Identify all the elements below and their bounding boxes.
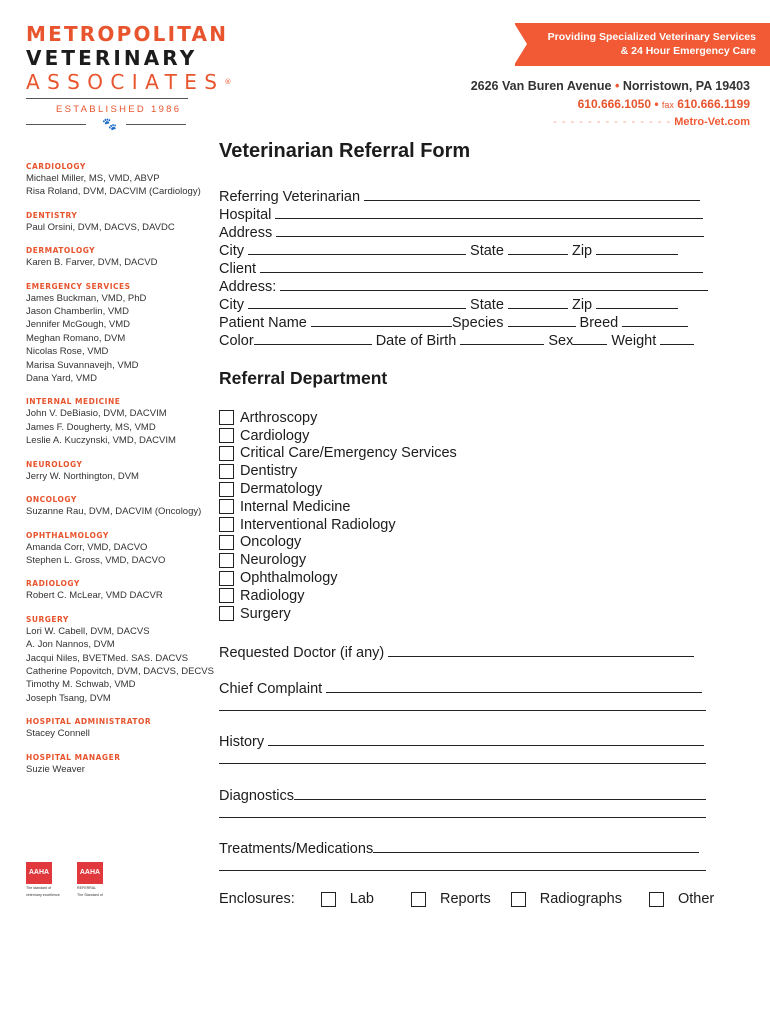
state-field-2[interactable] <box>508 295 568 309</box>
directory-section <box>26 717 216 740</box>
staff-name: Paul Orsini, DVM, DACVS, DAVDC <box>26 221 175 233</box>
department-option <box>219 409 457 427</box>
department-label: Arthroscopy <box>240 409 318 426</box>
treatments-field[interactable] <box>373 839 699 853</box>
department-label: Dermatology <box>240 481 323 498</box>
department-heading: DERMATOLOGY <box>26 246 96 256</box>
department-heading: OPHTHALMOLOGY <box>26 530 109 540</box>
staff-name: Suzanne Rau, DVM, DACVIM (Oncology) <box>26 506 202 518</box>
department-option <box>219 427 457 445</box>
requested-doctor-row: Requested Doctor (if any) <box>219 643 694 661</box>
directory-section <box>26 211 216 234</box>
department-heading: HOSPITAL ADMINISTRATOR <box>26 717 152 727</box>
website[interactable]: - - - - - - - - - - - - - - Metro-Vet.com <box>553 116 750 128</box>
color-field[interactable] <box>254 331 372 345</box>
patient-row: Patient Name Species Breed <box>219 313 688 331</box>
department-option <box>219 534 457 552</box>
banner-line-1: Providing Specialized Veterinary Services <box>547 31 756 43</box>
department-heading: ONCOLOGY <box>26 495 77 505</box>
address-row: Address <box>219 223 704 241</box>
city-field-2[interactable] <box>248 295 466 309</box>
dob-field[interactable] <box>460 331 544 345</box>
aaha-badge: AAHA The standard of veterinary excellence <box>26 862 52 902</box>
department-option <box>219 498 457 516</box>
department-option <box>219 516 457 534</box>
staff-name: Robert C. McLear, VMD DACVR <box>26 590 163 602</box>
chief-complaint-line-2 <box>219 697 706 715</box>
enclosures-row <box>219 891 714 907</box>
address: 2626 Van Buren Avenue • Norristown, PA 19403 <box>470 79 750 93</box>
department-option <box>219 605 457 623</box>
radiographs-label: Radiographs <box>539 891 622 907</box>
department-option <box>219 569 457 587</box>
staff-name: James F. Dougherty, MS, VMD <box>26 421 156 433</box>
sex-field[interactable] <box>573 331 607 345</box>
department-label: Neurology <box>240 552 307 569</box>
form-title: Veterinarian Referral Form <box>219 140 471 162</box>
species-field[interactable] <box>508 313 576 327</box>
staff-name: A. Jon Nannos, DVM <box>26 639 115 651</box>
zip-field-2[interactable] <box>596 295 678 309</box>
department-label: Oncology <box>240 534 302 551</box>
staff-name: Suzie Weaver <box>26 763 85 775</box>
staff-name: Marisa Suvannavejh, VMD <box>26 359 139 371</box>
directory-section <box>26 460 216 483</box>
diagnostics-field[interactable] <box>294 786 706 800</box>
history-field[interactable] <box>268 732 704 746</box>
diagnostics-row: Diagnostics <box>219 786 706 804</box>
staff-name: Leslie A. Kuczynski, VMD, DACVIM <box>26 435 176 447</box>
aaha-referral-badge: AAHA REFERRAL The Standard of <box>77 862 103 902</box>
client-field[interactable] <box>260 259 703 273</box>
department-label: Dentistry <box>240 463 298 480</box>
reports-checkbox[interactable] <box>411 892 426 907</box>
breed-field[interactable] <box>622 313 688 327</box>
department-label: Surgery <box>240 605 291 622</box>
staff-name: Stephen L. Gross, VMD, DACVO <box>26 554 166 566</box>
reports-label: Reports <box>439 891 491 907</box>
department-option <box>219 551 457 569</box>
staff-name: Jason Chamberlin, VMD <box>26 306 129 318</box>
history-row: History <box>219 732 704 750</box>
logo-line-1: METROPOLITAN <box>26 22 229 46</box>
staff-name: Dana Yard, VMD <box>26 373 97 385</box>
established-label: ESTABLISHED 1986 <box>56 104 182 115</box>
department-heading: NEUROLOGY <box>26 459 83 469</box>
state-field[interactable] <box>508 241 568 255</box>
chief-complaint-field-2[interactable] <box>219 697 706 711</box>
department-checkbox[interactable] <box>219 553 234 568</box>
city-row: City State Zip <box>219 241 678 259</box>
directory-section <box>26 162 216 199</box>
services-banner <box>515 23 770 66</box>
staff-name: Michael Miller, MS, VMD, ABVP <box>26 173 160 184</box>
lab-checkbox[interactable] <box>321 892 336 907</box>
staff-name: Catherine Popovitch, DVM, DACVS, DECVS <box>26 665 214 677</box>
client-row: Client <box>219 259 703 277</box>
phone-number: 610.666.1050 <box>577 97 651 111</box>
department-label: Cardiology <box>240 427 310 444</box>
directory-section <box>26 753 216 776</box>
staff-name: James Buckman, VMD, PhD <box>26 292 147 304</box>
staff-name: Nicolas Rose, VMD <box>26 346 109 358</box>
city-field[interactable] <box>248 241 466 255</box>
staff-name: Jerry W. Northington, DVM <box>26 470 139 482</box>
department-heading: INTERNAL MEDICINE <box>26 397 121 407</box>
treatments-line-2 <box>219 857 706 875</box>
staff-name: Timothy M. Schwab, VMD <box>26 679 136 691</box>
department-label: Critical Care/Emergency Services <box>240 445 457 462</box>
department-heading: EMERGENCY SERVICES <box>26 281 131 291</box>
hospital-field[interactable] <box>275 205 703 219</box>
history-field-2[interactable] <box>219 750 706 764</box>
logo-line-3: ASSOCIATES® <box>26 70 232 94</box>
other-label: Other <box>677 891 715 907</box>
department-heading: SURGERY <box>26 614 69 624</box>
fax-number: 610.666.1199 <box>677 97 750 111</box>
referring-vet-field[interactable] <box>364 187 700 201</box>
other-checkbox[interactable] <box>649 892 664 907</box>
history-line-2 <box>219 750 706 768</box>
referral-department-title: Referral Department <box>219 368 388 388</box>
paw-icon: 🐾 <box>102 117 117 131</box>
phone-numbers: 610.666.1050 • fax 610.666.1199 <box>577 97 750 111</box>
department-heading: HOSPITAL MANAGER <box>26 752 121 762</box>
department-checkbox[interactable] <box>219 410 234 425</box>
directory-section <box>26 579 216 602</box>
patient-name-field[interactable] <box>311 313 452 327</box>
department-checklist <box>219 409 457 623</box>
directory-section <box>26 531 216 568</box>
directory-section <box>26 615 216 705</box>
logo-line-2: VETERINARY <box>26 46 198 70</box>
department-heading: CARDIOLOGY <box>26 162 86 171</box>
paw-divider <box>26 117 191 133</box>
zip-field[interactable] <box>596 241 678 255</box>
logo-divider <box>26 98 188 99</box>
staff-name: Risa Roland, DVM, DACVIM (Cardiology) <box>26 186 201 198</box>
lab-label: Lab <box>349 891 374 907</box>
hospital-row: Hospital <box>219 205 703 223</box>
department-checkbox[interactable] <box>219 499 234 514</box>
banner-line-2: & 24 Hour Emergency Care <box>620 45 756 57</box>
department-heading: DENTISTRY <box>26 210 78 220</box>
department-checkbox[interactable] <box>219 606 234 621</box>
directory-section <box>26 282 216 386</box>
department-option <box>219 445 457 463</box>
department-checkbox[interactable] <box>219 482 234 497</box>
staff-directory <box>26 162 216 788</box>
department-checkbox[interactable] <box>219 428 234 443</box>
department-label: Interventional Radiology <box>240 516 396 533</box>
directory-section <box>26 495 216 518</box>
staff-name: Stacey Connell <box>26 728 90 740</box>
staff-name: Jacqui Niles, BVETMed. SAS. DACVS <box>26 652 189 664</box>
fax-label: fax <box>661 100 674 110</box>
directory-section <box>26 397 216 447</box>
address-field[interactable] <box>276 223 704 237</box>
diagnostics-line-2 <box>219 804 706 822</box>
staff-name: Meghan Romano, DVM <box>26 332 126 344</box>
client-address-field[interactable] <box>280 277 708 291</box>
enclosures-label: Enclosures: <box>219 891 295 907</box>
color-row: Color Date of Birth Sex Weight <box>219 331 694 349</box>
weight-field[interactable] <box>660 331 694 345</box>
department-checkbox[interactable] <box>219 446 234 461</box>
department-checkbox[interactable] <box>219 517 234 532</box>
department-option <box>219 480 457 498</box>
staff-name: Amanda Corr, VMD, DACVO <box>26 541 148 553</box>
department-checkbox[interactable] <box>219 464 234 479</box>
logo <box>26 22 232 133</box>
treatments-row: Treatments/Medications <box>219 839 699 857</box>
directory-section <box>26 246 216 269</box>
department-checkbox[interactable] <box>219 588 234 603</box>
client-address-row: Address: <box>219 277 708 295</box>
treatments-field-2[interactable] <box>219 857 706 871</box>
staff-name: Jennifer McGough, VMD <box>26 319 131 331</box>
department-label: Radiology <box>240 587 305 604</box>
department-checkbox[interactable] <box>219 535 234 550</box>
requested-doctor-field[interactable] <box>388 643 694 657</box>
diagnostics-field-2[interactable] <box>219 804 706 818</box>
chief-complaint-field[interactable] <box>326 679 702 693</box>
city-row-2: City State Zip <box>219 295 678 313</box>
department-label: Internal Medicine <box>240 498 351 515</box>
radiographs-checkbox[interactable] <box>511 892 526 907</box>
chief-complaint-row: Chief Complaint <box>219 679 702 697</box>
staff-name: Joseph Tsang, DVM <box>26 692 111 704</box>
registered-mark: ® <box>224 78 232 86</box>
staff-name: Lori W. Cabell, DVM, DACVS <box>26 625 150 637</box>
department-label: Ophthalmology <box>240 570 338 587</box>
department-checkbox[interactable] <box>219 571 234 586</box>
referring-vet-row: Referring Veterinarian <box>219 187 700 205</box>
department-option <box>219 462 457 480</box>
department-option <box>219 587 457 605</box>
staff-name: John V. DeBiasio, DVM, DACVIM <box>26 408 167 420</box>
department-heading: RADIOLOGY <box>26 579 80 589</box>
staff-name: Karen B. Farver, DVM, DACVD <box>26 257 158 269</box>
